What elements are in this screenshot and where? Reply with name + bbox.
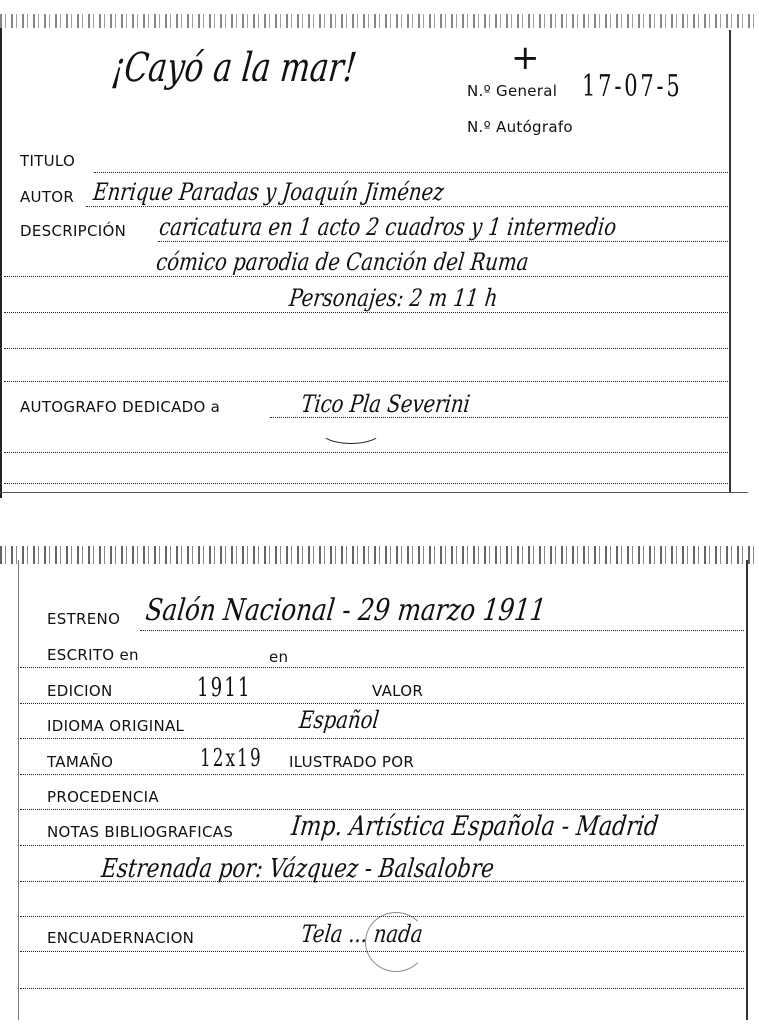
procedencia-label: PROCEDENCIA bbox=[47, 788, 159, 806]
scan-noise-strip-2 bbox=[0, 546, 759, 564]
cross-mark: + bbox=[511, 38, 540, 78]
tamano-value: 12x19 bbox=[200, 744, 263, 772]
general-number-label: N.º General bbox=[467, 82, 558, 100]
handwritten-title: ¡Cayó a la mar! bbox=[109, 45, 359, 91]
edicion-label: EDICION bbox=[47, 682, 113, 700]
descripcion-label: DESCRIPCIÓN bbox=[20, 222, 127, 240]
encuadernacion-label: ENCUADERNACION bbox=[47, 929, 195, 947]
dedicado-value: Tico Pla Severini bbox=[299, 390, 472, 418]
idioma-rule bbox=[20, 738, 744, 739]
notas-line-1: Imp. Artística Española - Madrid bbox=[289, 811, 661, 842]
ink-smudge-2 bbox=[365, 912, 427, 972]
notas-line-2: Estrenada por: Vázquez - Balsalobre bbox=[99, 854, 496, 884]
escrito-en-label: en bbox=[269, 648, 289, 666]
descripcion-line-3: Personajes: 2 m 11 h bbox=[287, 284, 500, 312]
notas-label: NOTAS BIBLIOGRAFICAS bbox=[47, 823, 234, 841]
autor-label: AUTOR bbox=[20, 188, 75, 206]
descripcion-line-1: caricatura en 1 acto 2 cuadros y 1 intermedio bbox=[157, 213, 618, 241]
notas-rule-2 bbox=[20, 881, 744, 882]
card2-right-edge bbox=[746, 560, 748, 1020]
dedicado-label: AUTOGRAFO DEDICADO a bbox=[20, 398, 221, 416]
tamano-label: TAMAÑO bbox=[47, 753, 114, 771]
encuadernacion-value: Tela ... nada bbox=[299, 920, 425, 948]
notas-rule-1 bbox=[20, 845, 744, 846]
valor-label: VALOR bbox=[372, 682, 424, 700]
edicion-value: 1911 bbox=[197, 673, 252, 703]
idioma-value: Español bbox=[297, 706, 381, 734]
escrito-label: ESCRITO en bbox=[47, 646, 139, 664]
escrito-rule bbox=[20, 667, 744, 668]
tamano-rule bbox=[20, 774, 744, 775]
card2-left-edge bbox=[18, 560, 19, 1020]
descripcion-line-2: cómico parodia de Canción del Ruma bbox=[154, 248, 531, 276]
estreno-rule bbox=[140, 630, 744, 631]
autor-value: Enrique Paradas y Joaquín Jiménez bbox=[91, 178, 446, 206]
idioma-label: IDIOMA ORIGINAL bbox=[47, 717, 185, 735]
encuadernacion-rule bbox=[20, 951, 744, 952]
autograph-number-label: N.º Autógrafo bbox=[467, 118, 573, 136]
titulo-label: TITULO bbox=[20, 152, 76, 170]
general-number-value: 17-07-5 bbox=[582, 69, 683, 104]
estreno-label: ESTRENO bbox=[47, 610, 121, 628]
estreno-value: Salón Nacional - 29 marzo 1911 bbox=[143, 593, 548, 628]
bottom-rule-3 bbox=[20, 988, 744, 989]
ilustrado-label: ILUSTRADO POR bbox=[289, 753, 415, 771]
edicion-rule bbox=[20, 703, 744, 704]
procedencia-rule bbox=[20, 809, 744, 810]
